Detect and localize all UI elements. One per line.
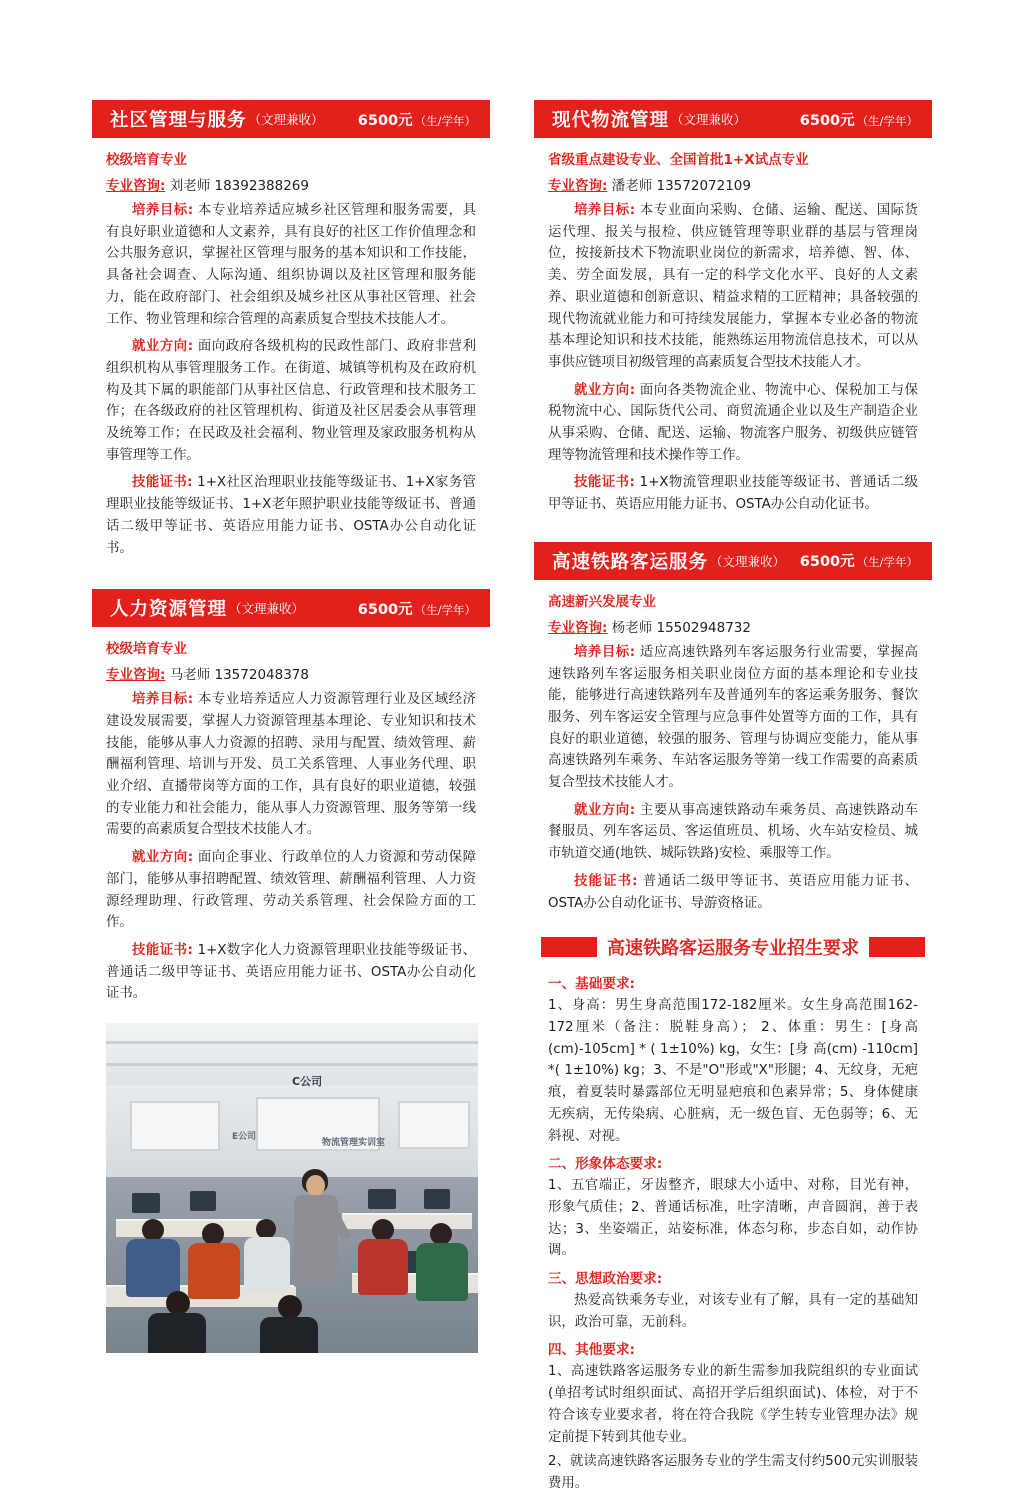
photo-desk (342, 1213, 472, 1229)
consult-label: 专业咨询: (106, 178, 166, 194)
decor-bar-right (869, 937, 925, 957)
photo-wall-board (130, 1101, 220, 1151)
program-section (548, 200, 918, 374)
program-tagline: 校级培育专业 (106, 152, 187, 168)
program-section (106, 336, 476, 466)
program-card-modern-logistics (534, 100, 932, 516)
photo-student (126, 1239, 180, 1297)
consult-value: 马老师 13572048378 (169, 667, 309, 684)
section-text: 本专业面向采购、仓储、运输、配送、国际货运代理、报关与报检、供应链管理等职业群的基层与管理岗位，按接新技术下物流职业岗位的新需求，培养德、智、体、美、劳全面发展，具有一定的科学文化水平、良好的人文素养、职业道德和创新意识、精益求精的工匠精神；具备较强的现代物流就业能力和可持续发展能力，掌握本专业必备的物流基本理论知识和技术技能，能熟练运用物流信息技术，可以从事供应链项目初级管理的高素质复合型技术技能人才。 (548, 203, 919, 370)
consult-label: 专业咨询: (548, 619, 608, 636)
photo-student-head (166, 1291, 190, 1315)
right-column (534, 100, 932, 1498)
program-section (548, 642, 918, 794)
consult-label: 专业咨询: (548, 178, 608, 194)
section-text: 适应高速铁路列车客运服务行业需要，掌握高速铁路列车客运服务相关职业岗位方面的基本理论和专业技能，能够进行高速铁路列车及普通列车的客运乘务服务、餐饮服务、列车客运安全管理与应急事件处置等方面的工作，具有良好的职业道德，较强的服务、管理与协调应变能力，能从事高速铁路列车乘务、车站客运服务等第一线工作需要的高素质复合型技术技能人才。 (548, 644, 919, 791)
photo-ceiling-line (106, 1063, 478, 1066)
program-header (534, 542, 932, 580)
program-subtitle: （文理兼收） (248, 112, 324, 127)
program-fee (800, 550, 918, 571)
requirements-group-heading: 三、思想政治要求: (548, 1271, 663, 1288)
program-fee-amount: 6500元 (799, 554, 855, 571)
section-label: 技能证书: (132, 475, 193, 491)
consult-value: 刘老师 18392388269 (169, 178, 309, 194)
photo-wall-board (398, 1101, 470, 1149)
program-card-community-management (92, 100, 490, 559)
section-label: 就业方向: (132, 850, 194, 866)
program-header (534, 100, 932, 138)
photo-student-head (278, 1295, 302, 1319)
section-text: 面向企事业、行政单位的人力资源和劳动保障部门，能够从事招聘配置、绩效管理、薪酬福利管理、人力资源经理助理、行政管理、劳动关系管理、社会保险方面的工作。 (106, 850, 477, 931)
section-text: 面向政府各级机构的民政性部门、政府非营利组织机构从事管理服务工作。在街道、城镇等机构及在政府机构及其下属的职能部门从事社区信息、行政管理和技术服务工作；在各级政府的社区管理机构、街道及社区居委会从事管理及统筹工作；在民政及社会福利、物业管理及家政服务机构从事管理等工作。 (106, 339, 477, 463)
program-fee-unit: （生/学年） (856, 555, 918, 570)
program-consult (106, 174, 490, 194)
section-text: 本专业培养适应城乡社区管理和服务需要，具有良好职业道德和人文素养，具有良好的社区工作价值理念和公共服务意识，掌握社区管理与服务的基本知识和工作技能，具备社会调查、人际沟通、组织协调以及社区管理和服务能力，能在政府部门、社会组织及城乡社区从事社区管理、社会工作、物业管理和综合管理的高素质复合型技术技能人才。 (106, 203, 477, 327)
program-subtitle: （文理兼收） (710, 553, 786, 569)
section-label: 技能证书: (574, 475, 635, 491)
program-card-high-speed-rail (534, 542, 932, 914)
program-section (106, 847, 476, 934)
program-fee-amount: 6500元 (357, 112, 413, 129)
photo-student-head (142, 1219, 164, 1241)
section-label: 培养目标: (132, 692, 194, 708)
section-label: 技能证书: (132, 942, 193, 958)
program-fee (800, 109, 918, 130)
section-label: 就业方向: (132, 339, 194, 355)
program-section (548, 472, 918, 515)
photo-student (358, 1239, 408, 1295)
program-consult (548, 174, 932, 194)
program-title: 现代物流管理 (552, 110, 670, 131)
two-column-layout (92, 100, 932, 1498)
section-text: 面向各类物流企业、物流中心、保税加工与保税物流中心、国际货代公司、商贸流通企业以及生产制造企业从事采购、仓储、配送、运输、物流客户服务、初级供应链管理等物流管理和技术操作等工作。 (548, 382, 919, 463)
program-header (92, 100, 490, 138)
program-section (548, 800, 918, 865)
section-text: 普通话二级甲等证书、英语应用能力证书、OSTA办公自动化证书、导游资格证。 (548, 873, 918, 911)
program-title: 社区管理与服务 (110, 110, 247, 131)
photo-student-head (372, 1219, 394, 1241)
consult-value: 杨老师 15502948732 (611, 619, 751, 636)
photo-student (188, 1243, 240, 1299)
requirements-item: 1、高速铁路客运服务专业的新生需参加我院组织的专业面试(单招考试时组织面试、高招开学后组织面试)、体检，对于不符合该专业要求者，将在符合我院《学生转专业管理办法》规定前提下转到其他专业。 (548, 1364, 918, 1445)
program-tagline: 校级培育专业 (106, 641, 187, 658)
photo-ceiling-line (106, 1041, 478, 1044)
program-section (106, 472, 476, 559)
photo-student-head (202, 1223, 224, 1245)
requirements-item: 1、身高：男生身高范围172-182厘米。女生身高范围162-172厘米（备注：脱鞋身高）； 2、体重：男生：[身高(cm)-105cm] * ( 1±10%) kg，女生：[身 高(cm) -110cm] *( 1±10%) kg；3、不是"O"形或"X"形腿；4、无纹身，无疤痕，着夏装时暴露部位无明显疤痕和色素异常；5、身体健康无疾病，无传染病、心脏病，无一级色盲、无色弱等；6、无斜视、对视。 (548, 998, 918, 1144)
program-fee-unit: （生/学年） (856, 113, 918, 128)
program-tagline: 省级重点建设专业、全国首批1+X试点专业 (548, 152, 809, 168)
requirements-item: 2、就读高速铁路客运服务专业的学生需支付约500元实训服装费用。 (548, 1454, 918, 1491)
section-text: 1+X数字化人力资源管理职业技能等级证书、普通话二级甲等证书、英语应用能力证书、OSTA办公自动化证书。 (106, 942, 476, 1002)
requirements-header (534, 930, 932, 964)
program-fee (358, 109, 476, 130)
program-section (548, 380, 918, 467)
photo-student (260, 1317, 318, 1353)
photo-sign-label: E公司 (232, 1132, 257, 1143)
section-label: 技能证书: (574, 873, 638, 889)
program-fee-amount: 6500元 (799, 112, 855, 129)
program-fee-amount: 6500元 (357, 601, 413, 618)
requirements-item: 1、五官端正，牙齿整齐，眼球大小适中、对称，目光有神，形象气质佳；2、普通话标准，吐字清晰，声音圆润，善于表达；3、坐姿端正，站姿标准，体态匀称，步态自如，动作协调。 (548, 1178, 918, 1259)
photo-student (244, 1237, 290, 1291)
section-text: 主要从事高速铁路动车乘务员、高速铁路动车餐服员、列车客运员、客运值班员、机场、火车站安检员、城市轨道交通(地铁、城际铁路)安检、乘服等工作。 (548, 802, 919, 862)
program-title: 高速铁路客运服务 (552, 551, 709, 573)
section-label: 培养目标: (574, 644, 636, 660)
program-fee-unit: （生/学年） (414, 602, 476, 617)
photo-monitor (132, 1193, 160, 1213)
program-consult (548, 616, 932, 636)
admission-requirements (534, 930, 932, 1494)
section-label: 培养目标: (574, 203, 636, 218)
program-header (92, 589, 490, 627)
section-text: 本专业培养适应人力资源管理行业及区域经济建设发展需要，掌握人力资源管理基本理论、专业知识和技术技能，能够从事人力资源的招聘、录用与配置、绩效管理、薪酬福利管理、培训与开发、员工关系管理、人事业务代理、职业介绍、直播带岗等方面的工作，具有良好的职业道德，较强的专业能力和社会能力，能从事人力资源管理、服务等第一线需要的高素质复合型技术技能人才。 (106, 692, 477, 838)
program-consult (106, 663, 490, 683)
photo-monitor (190, 1191, 216, 1211)
consult-value: 潘老师 13572072109 (611, 178, 751, 194)
program-subtitle: （文理兼收） (229, 601, 305, 617)
program-section (548, 871, 918, 914)
decor-bar-left (541, 937, 597, 957)
left-column (92, 100, 490, 1498)
requirements-title: 高速铁路客运服务专业招生要求 (607, 938, 859, 960)
photo-sign-label: 物流管理实训室 (322, 1138, 386, 1149)
photo-desk (116, 1219, 266, 1237)
photo-sign-label: C公司 (292, 1075, 323, 1089)
photo-student (148, 1313, 206, 1353)
program-tagline: 高速新兴发展专业 (548, 593, 656, 610)
photo-student (416, 1243, 468, 1301)
requirements-group-heading: 四、其他要求: (548, 1342, 635, 1359)
consult-label: 专业咨询: (106, 667, 166, 684)
photo-monitor (424, 1189, 450, 1209)
program-subtitle: （文理兼收） (671, 112, 747, 127)
photo-student-head (430, 1223, 452, 1245)
classroom-photo (106, 1023, 478, 1353)
program-fee-unit: （生/学年） (414, 113, 476, 128)
photo-teacher-head (306, 1175, 325, 1196)
requirements-group-heading: 一、基础要求: (548, 976, 635, 993)
section-label: 就业方向: (574, 802, 636, 818)
program-title: 人力资源管理 (110, 599, 228, 621)
photo-monitor (368, 1189, 396, 1209)
section-text: 1+X社区治理职业技能等级证书、1+X家务管理职业技能等级证书、1+X老年照护职业技能等级证书、普通话二级甲等证书、英语应用能力证书、OSTA办公自动化证书。 (106, 475, 476, 556)
program-fee (358, 598, 476, 619)
program-section (106, 689, 476, 841)
program-card-hr-management (92, 589, 490, 1005)
program-section (106, 200, 476, 330)
section-text: 1+X物流管理职业技能等级证书、普通话二级甲等证书、英语应用能力证书、OSTA办公自动化证书。 (548, 475, 918, 513)
requirements-item: 热爱高铁乘务专业，对该专业有了解，具有一定的基础知识，政治可靠，无前科。 (548, 1293, 918, 1330)
photo-student-head (256, 1219, 276, 1239)
section-label: 培养目标: (132, 203, 194, 218)
requirements-group-heading: 二、形象体态要求: (548, 1156, 663, 1173)
section-label: 就业方向: (574, 382, 636, 398)
program-section (106, 940, 476, 1005)
